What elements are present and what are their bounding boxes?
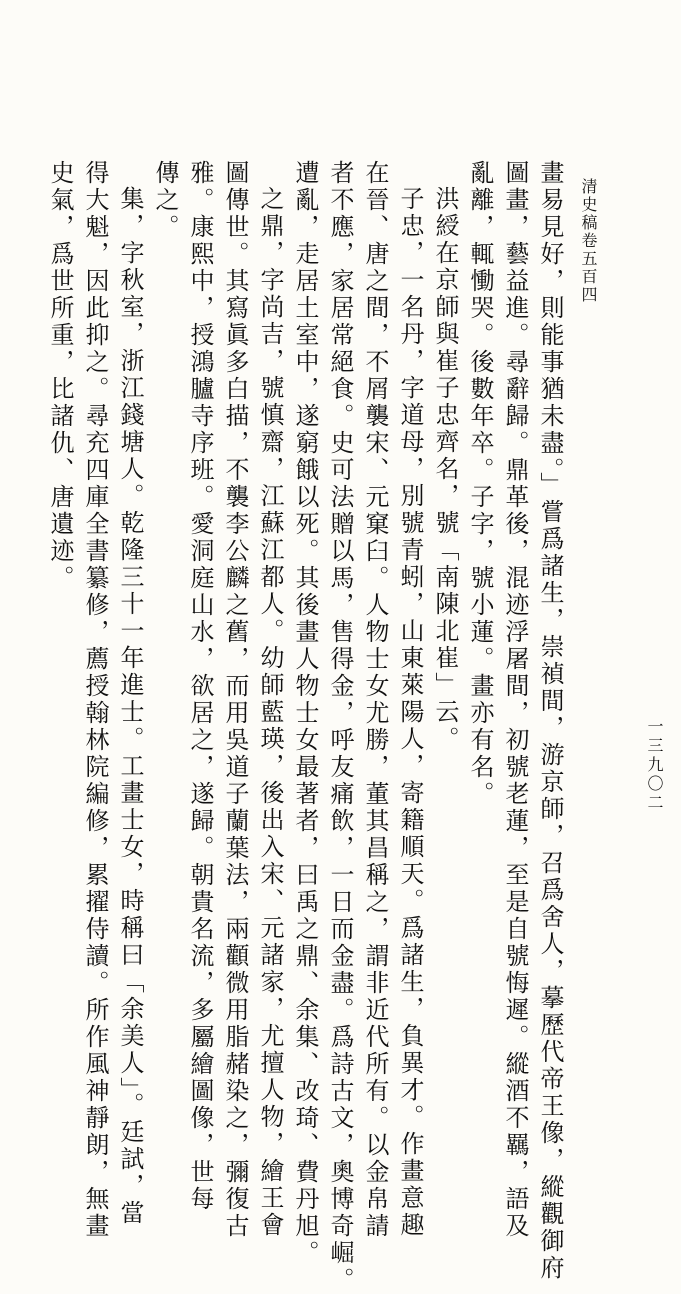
text-column-4: 洪綬在京師與崔子忠齊名，號「南陳北崔」云。 — [431, 186, 459, 753]
text-column-3: 亂離，輒慟哭。後數年卒。子字，號小蓮。畫亦有名。 — [466, 160, 494, 808]
page-number: 一三九〇二 — [645, 718, 664, 813]
text-column-15: 史氣，爲世所重，比諸仇、唐遺迹。 — [46, 160, 74, 592]
text-column-1: 畫易見好，則能事猶未盡。」嘗爲諸生，崇禎間，游京師，召爲舍人，摹歷代帝王像，縱觀御府 — [536, 160, 564, 1282]
text-column-12: 傳之。 — [151, 160, 179, 241]
text-column-14: 得大魁，因此抑之。尋充四庫全書纂修，薦授翰林院編修，累擢侍讀。所作風神靜朗，無畫 — [81, 160, 109, 1240]
text-column-13: 集，字秋室，浙江錢塘人。乾隆三十一年進士。工畫士女，時稱曰「余美人」。廷試，當 — [116, 186, 144, 1227]
text-column-2: 圖畫，藝益進。尋辭歸。鼎革後，混迹浮屠間，初號老蓮，至是自號悔遲。縱酒不羈，語及 — [501, 160, 529, 1240]
text-column-7: 者不應，家居常絕食。史可法贈以馬，售得金，呼友痛飲，一日而金盡。爲詩古文，奧博奇崛。 — [326, 160, 354, 1294]
text-column-9: 之鼎，字尚吉，號慎齋，江蘇江都人。幼師藍瑛，後出入宋、元諸家，尤擅人物，繪王會 — [256, 186, 284, 1239]
text-column-5: 子忠，一名丹，字道母，別號青蚓，山東萊陽人，寄籍順天。爲諸生，負異才。作畫意趣 — [396, 186, 424, 1239]
text-column-8: 遭亂，走居土室中，遂窮餓以死。其後畫人物士女最著者，曰禹之鼎、余集、改琦、費丹旭。 — [291, 160, 319, 1267]
text-column-6: 在晉、唐之間，不屑襲宋、元窠臼。人物士女尤勝，董其昌稱之，謂非近代所有。以金帛請 — [361, 160, 389, 1240]
text-column-10: 圖傳世。其寫眞多白描，不襲李公麟之舊，而用吳道子蘭葉法，兩顴微用脂赭染之，彌復古 — [221, 160, 249, 1240]
running-header-title: 清史稿卷五百四 — [579, 178, 598, 304]
text-column-11: 雅。康熙中，授鴻臚寺序班。愛洞庭山水，欲居之，遂歸。朝貴名流，多屬繪圖像，世每 — [186, 160, 214, 1213]
